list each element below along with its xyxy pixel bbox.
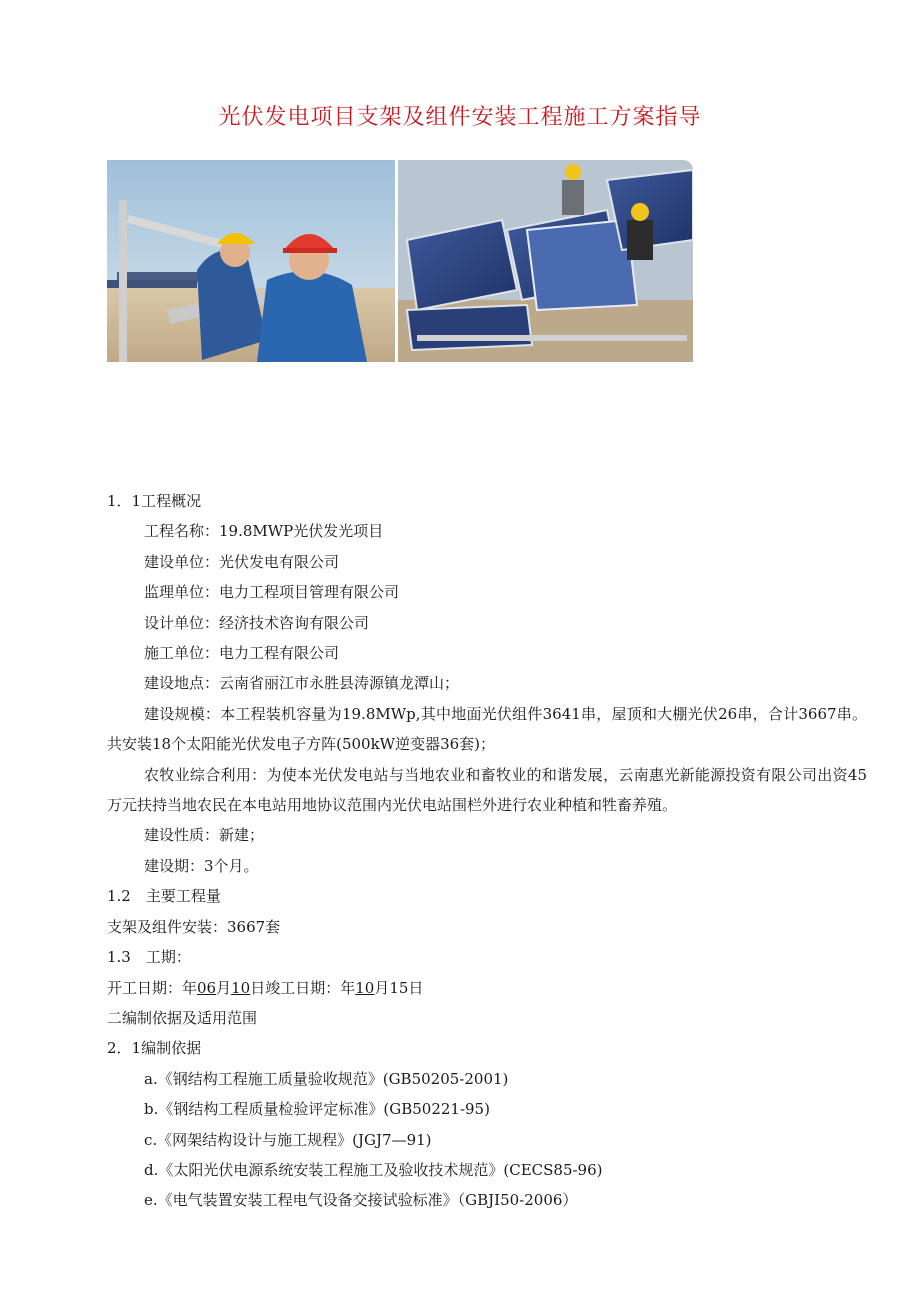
- heading-1-1: 1．1工程概况: [107, 492, 202, 510]
- end-month: 10: [355, 978, 375, 997]
- start-day: 10: [231, 978, 251, 997]
- dates-prefix: 开工日期：年: [107, 978, 198, 997]
- project-name: 工程名称：19.8MWP光伏发光项目: [144, 522, 384, 541]
- workers-installing-solar-panels-photo: [398, 160, 693, 362]
- document-body: [107, 486, 867, 1216]
- construction-period: 建设期：3个月。: [144, 856, 259, 875]
- construction-scale: 建设规模：本工程装机容量为19.8MWp,其中地面光伏组件3641串，屋顶和大棚光伏26串，合计3667串。共安装18个太阳能光伏发电子方阵(500kW逆变器36套)；: [107, 704, 867, 754]
- install-quantity: 支架及组件安装：3667套: [107, 917, 281, 936]
- heading-1-3: 1.3 工期：: [107, 948, 191, 967]
- reference-item: c.《网架结构设计与施工规程》(JGJ7—91): [144, 1130, 432, 1149]
- banner-photo: [107, 160, 693, 362]
- designer-unit: 设计单位：经济技术咨询有限公司: [144, 613, 370, 632]
- reference-item: d.《太阳光伏电源系统安装工程施工及验收技术规范》(CECS85-96): [144, 1160, 603, 1179]
- document-title: 光伏发电项目支架及组件安装工程施工方案指导: [218, 105, 702, 130]
- dates-month-label: 月: [216, 978, 232, 997]
- schedule-dates: [107, 973, 867, 1003]
- construction-location: 建设地点：云南省丽江市永胜县涛源镇龙潭山；: [144, 674, 460, 693]
- reference-item: e.《电气装置安装工程电气设备交接试验标准》（GBJI50-2006）: [144, 1191, 578, 1210]
- supervisor-unit: 监理单位：电力工程项目管理有限公司: [144, 583, 400, 602]
- dates-end-prefix: 日竣工日期：年: [250, 978, 356, 997]
- reference-item: b.《钢结构工程质量检验评定标准》(GB50221-95): [144, 1100, 490, 1119]
- constructor-unit: 施工单位：电力工程有限公司: [144, 644, 340, 663]
- dates-end-suffix: 月15日: [374, 978, 424, 997]
- heading-2-1: 2．1编制依据: [107, 1039, 202, 1058]
- builder-unit: 建设单位：光伏发电有限公司: [144, 552, 340, 571]
- reference-item: a.《钢结构工程施工质量验收规范》(GB50205-2001): [144, 1069, 509, 1088]
- construction-nature: 建设性质：新建；: [144, 826, 265, 845]
- workers-installing-solar-mount-photo: [107, 160, 395, 362]
- heading-1-2: 1.2 主要工程量: [107, 887, 221, 906]
- agriculture-use: 农牧业综合利用：为使本光伏发电站与当地农业和畜牧业的和谐发展，云南惠光新能源投资有限公司出资45万元扶持当地农民在本电站用地协议范围内光伏电站围栏外进行农业种植和牲畜养殖。: [107, 765, 867, 815]
- heading-2: 二编制依据及适用范围: [107, 1008, 258, 1027]
- start-month: 06: [197, 978, 217, 997]
